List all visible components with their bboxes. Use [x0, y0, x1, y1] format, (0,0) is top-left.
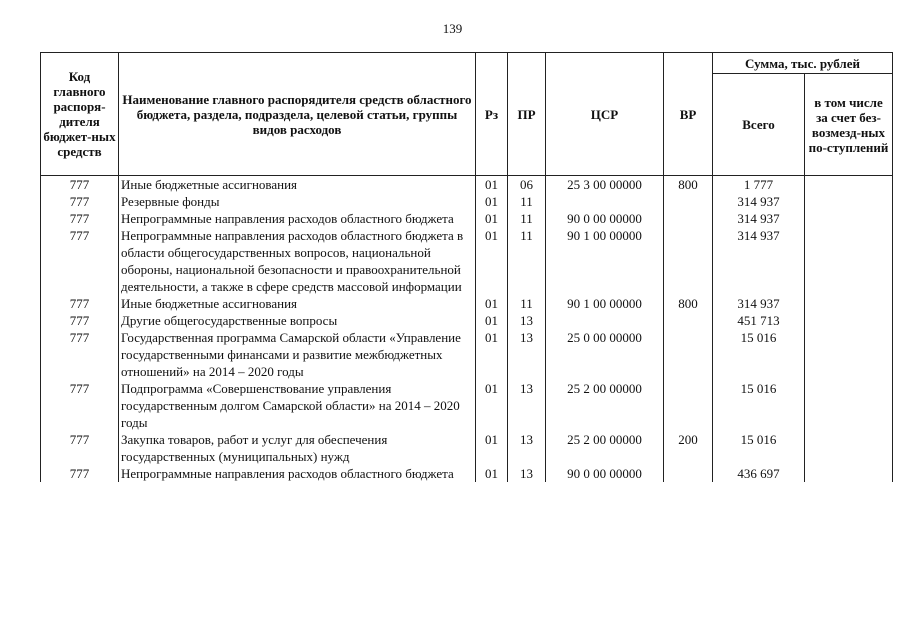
cell-vr	[664, 465, 713, 482]
cell-pr: 06	[508, 176, 546, 194]
cell-pr: 13	[508, 380, 546, 431]
cell-code: 777	[41, 210, 119, 227]
cell-rz: 01	[476, 193, 508, 210]
cell-vr	[664, 210, 713, 227]
cell-code: 777	[41, 176, 119, 194]
cell-free-receipts	[805, 312, 893, 329]
cell-code: 777	[41, 465, 119, 482]
cell-rz: 01	[476, 465, 508, 482]
cell-pr: 11	[508, 193, 546, 210]
table-body	[41, 176, 893, 483]
cell-code: 777	[41, 431, 119, 465]
cell-code: 777	[41, 312, 119, 329]
cell-free-receipts	[805, 210, 893, 227]
cell-code: 777	[41, 295, 119, 312]
table-row	[41, 431, 893, 465]
cell-name: Другие общегосударственные вопросы	[119, 312, 476, 329]
budget-table	[40, 52, 893, 482]
cell-pr: 13	[508, 465, 546, 482]
cell-name: Непрограммные направления расходов областного бюджета в области общегосударственных вопросов, национальной обороны, национальной безопасности и правоохранительной деятельности, а также в сфере средств массовой информации	[119, 227, 476, 295]
cell-pr: 11	[508, 210, 546, 227]
cell-code: 777	[41, 193, 119, 210]
cell-total: 436 697	[713, 465, 805, 482]
cell-pr: 11	[508, 295, 546, 312]
cell-code: 777	[41, 380, 119, 431]
cell-csr: 25 2 00 00000	[546, 431, 664, 465]
cell-vr: 800	[664, 176, 713, 194]
cell-rz: 01	[476, 227, 508, 295]
cell-rz: 01	[476, 431, 508, 465]
header-rz: Рз	[476, 53, 508, 176]
cell-pr: 11	[508, 227, 546, 295]
header-code: Код главного распоря-дителя бюджет-ных средств	[41, 53, 119, 176]
cell-csr	[546, 193, 664, 210]
cell-rz: 01	[476, 312, 508, 329]
cell-total: 451 713	[713, 312, 805, 329]
cell-name: Подпрограмма «Совершенствование управления государственным долгом Самарской области» на 2014 – 2020 годы	[119, 380, 476, 431]
cell-name: Непрограммные направления расходов областного бюджета	[119, 210, 476, 227]
cell-pr: 13	[508, 312, 546, 329]
cell-pr: 13	[508, 431, 546, 465]
cell-total: 314 937	[713, 295, 805, 312]
table-row	[41, 329, 893, 380]
cell-vr: 800	[664, 295, 713, 312]
cell-csr: 90 0 00 00000	[546, 465, 664, 482]
header-sum-group: Сумма, тыс. рублей	[713, 53, 893, 74]
cell-csr: 25 0 00 00000	[546, 329, 664, 380]
cell-csr: 25 2 00 00000	[546, 380, 664, 431]
cell-pr: 13	[508, 329, 546, 380]
cell-free-receipts	[805, 431, 893, 465]
table-row	[41, 312, 893, 329]
cell-total: 15 016	[713, 431, 805, 465]
cell-free-receipts	[805, 295, 893, 312]
cell-free-receipts	[805, 465, 893, 482]
cell-csr: 90 1 00 00000	[546, 295, 664, 312]
cell-name: Резервные фонды	[119, 193, 476, 210]
cell-free-receipts	[805, 176, 893, 194]
table-header	[41, 53, 893, 176]
cell-csr	[546, 312, 664, 329]
cell-rz: 01	[476, 210, 508, 227]
cell-total: 1 777	[713, 176, 805, 194]
cell-rz: 01	[476, 176, 508, 194]
cell-vr	[664, 329, 713, 380]
cell-rz: 01	[476, 380, 508, 431]
table-row	[41, 210, 893, 227]
cell-rz: 01	[476, 329, 508, 380]
header-csr: ЦСР	[546, 53, 664, 176]
cell-name: Иные бюджетные ассигнования	[119, 176, 476, 194]
cell-csr: 90 0 00 00000	[546, 210, 664, 227]
table-row	[41, 295, 893, 312]
table-row	[41, 227, 893, 295]
cell-name: Государственная программа Самарской области «Управление государственными финансами и развитие межбюджетных отношений» на 2014 – 2020 годы	[119, 329, 476, 380]
cell-name: Закупка товаров, работ и услуг для обеспечения государственных (муниципальных) нужд	[119, 431, 476, 465]
table-row	[41, 380, 893, 431]
page-number: 139	[442, 21, 463, 36]
cell-rz: 01	[476, 295, 508, 312]
table-row	[41, 176, 893, 194]
header-vr: ВР	[664, 53, 713, 176]
cell-vr	[664, 380, 713, 431]
header-name: Наименование главного распорядителя средств областного бюджета, раздела, подраздела, целевой статьи, группы видов расходов	[119, 53, 476, 176]
cell-total: 15 016	[713, 329, 805, 380]
cell-free-receipts	[805, 193, 893, 210]
cell-free-receipts	[805, 227, 893, 295]
header-pr: ПР	[508, 53, 546, 176]
cell-total: 314 937	[713, 193, 805, 210]
cell-vr	[664, 193, 713, 210]
cell-vr	[664, 227, 713, 295]
cell-vr: 200	[664, 431, 713, 465]
table-row	[41, 193, 893, 210]
cell-vr	[664, 312, 713, 329]
cell-total: 15 016	[713, 380, 805, 431]
cell-name: Иные бюджетные ассигнования	[119, 295, 476, 312]
header-total: Всего	[713, 74, 805, 176]
header-free-receipts: в том числе за счет без-возмезд-ных по-ступлений	[805, 74, 893, 176]
cell-free-receipts	[805, 380, 893, 431]
table-row	[41, 465, 893, 482]
cell-name: Непрограммные направления расходов областного бюджета	[119, 465, 476, 482]
cell-csr: 90 1 00 00000	[546, 227, 664, 295]
cell-free-receipts	[805, 329, 893, 380]
cell-total: 314 937	[713, 210, 805, 227]
cell-code: 777	[41, 329, 119, 380]
cell-total: 314 937	[713, 227, 805, 295]
cell-csr: 25 3 00 00000	[546, 176, 664, 194]
cell-code: 777	[41, 227, 119, 295]
